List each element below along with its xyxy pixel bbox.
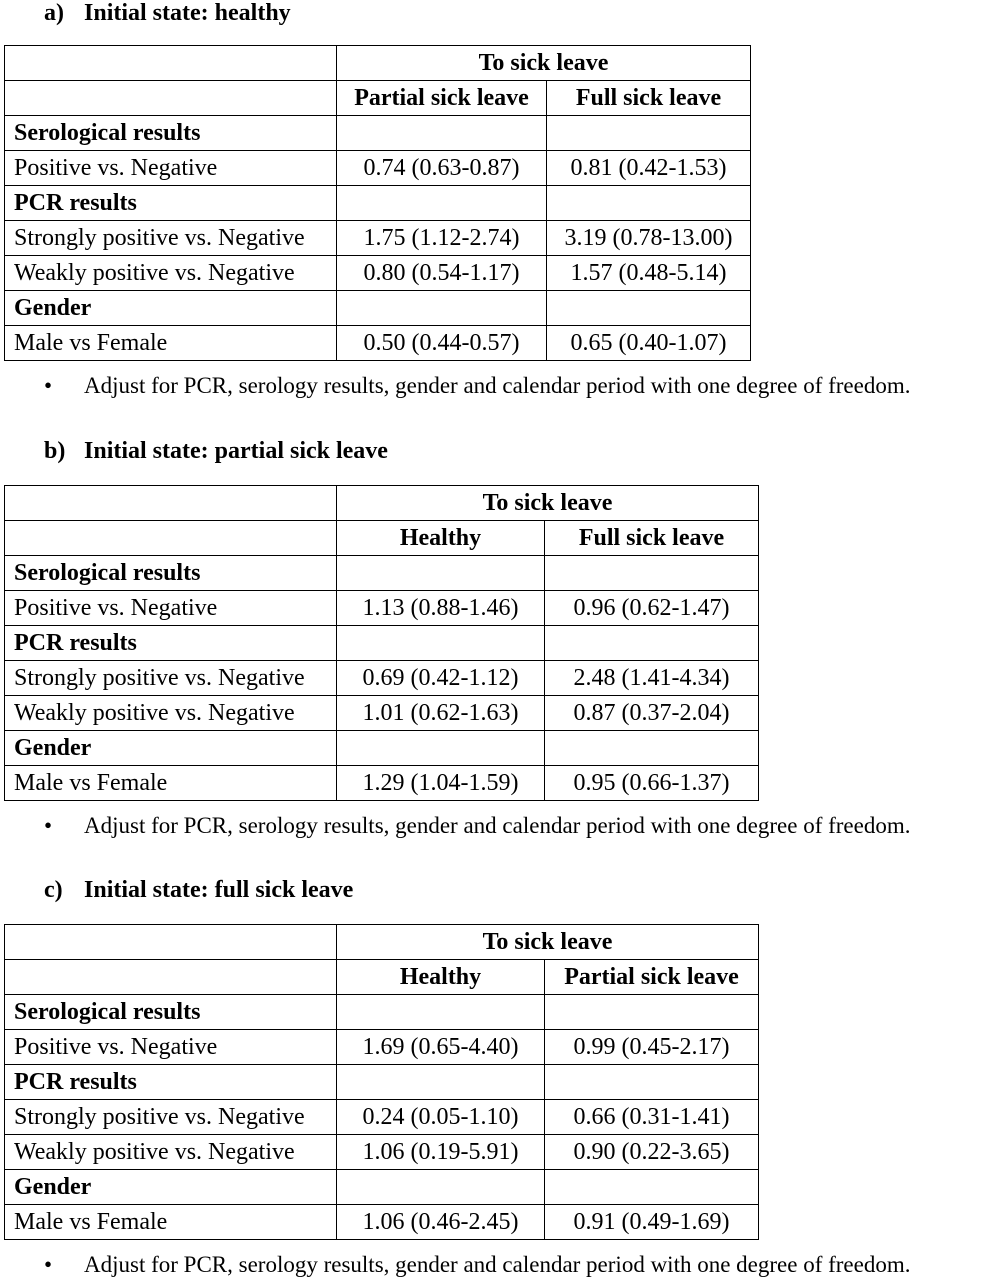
header-row	[5, 960, 759, 995]
row-label: Positive vs. Negative	[5, 591, 337, 626]
value-cell: 0.50 (0.44-0.57)	[337, 326, 547, 361]
table-row	[5, 661, 759, 696]
group-label: PCR results	[5, 1065, 337, 1100]
group-row	[5, 995, 759, 1030]
value-cell: 0.80 (0.54-1.17)	[337, 256, 547, 291]
group-label: Serological results	[5, 556, 337, 591]
group-row	[5, 731, 759, 766]
group-row	[5, 291, 751, 326]
column-header-1: Healthy	[337, 521, 545, 556]
empty-cell	[545, 556, 759, 591]
header-main-cell: To sick leave	[337, 46, 751, 81]
header-blank-cell	[5, 521, 337, 556]
row-label: Male vs Female	[5, 1205, 337, 1240]
empty-cell	[337, 626, 545, 661]
footnote	[44, 373, 910, 399]
empty-cell	[545, 731, 759, 766]
table-row	[5, 766, 759, 801]
empty-cell	[545, 995, 759, 1030]
table-row	[5, 696, 759, 731]
table-row	[5, 151, 751, 186]
footnote	[44, 1252, 910, 1278]
value-cell: 1.69 (0.65-4.40)	[337, 1030, 545, 1065]
empty-cell	[545, 1065, 759, 1100]
row-label: Strongly positive vs. Negative	[5, 1100, 337, 1135]
header-row	[5, 521, 759, 556]
empty-cell	[337, 186, 547, 221]
section-letter: a)	[44, 0, 64, 26]
table-row	[5, 1030, 759, 1065]
value-cell: 1.57 (0.48-5.14)	[547, 256, 751, 291]
row-label: Male vs Female	[5, 326, 337, 361]
value-cell: 0.65 (0.40-1.07)	[547, 326, 751, 361]
row-label: Strongly positive vs. Negative	[5, 221, 337, 256]
group-label: Serological results	[5, 116, 337, 151]
empty-cell	[337, 116, 547, 151]
value-cell: 1.06 (0.46-2.45)	[337, 1205, 545, 1240]
empty-cell	[337, 731, 545, 766]
header-row	[5, 486, 759, 521]
header-main-cell: To sick leave	[337, 925, 759, 960]
value-cell: 3.19 (0.78-13.00)	[547, 221, 751, 256]
value-cell: 1.75 (1.12-2.74)	[337, 221, 547, 256]
value-cell: 1.06 (0.19-5.91)	[337, 1135, 545, 1170]
value-cell: 0.24 (0.05-1.10)	[337, 1100, 545, 1135]
group-row	[5, 626, 759, 661]
table-row	[5, 221, 751, 256]
section-letter: c)	[44, 877, 63, 903]
results-table	[4, 924, 759, 1240]
row-label: Weakly positive vs. Negative	[5, 256, 337, 291]
value-cell: 0.99 (0.45-2.17)	[545, 1030, 759, 1065]
results-table	[4, 45, 751, 361]
section-title-text: Initial state: partial sick leave	[84, 438, 388, 464]
header-blank-cell	[5, 925, 337, 960]
header-row	[5, 46, 751, 81]
section-title	[44, 438, 388, 464]
table-row	[5, 1135, 759, 1170]
column-header-1: Partial sick leave	[337, 81, 547, 116]
group-label: PCR results	[5, 186, 337, 221]
empty-cell	[337, 556, 545, 591]
group-row	[5, 116, 751, 151]
bullet-icon: •	[44, 373, 53, 399]
table-row	[5, 591, 759, 626]
group-row	[5, 1065, 759, 1100]
row-label: Positive vs. Negative	[5, 151, 337, 186]
footnote	[44, 813, 910, 839]
value-cell: 1.29 (1.04-1.59)	[337, 766, 545, 801]
header-blank-cell	[5, 46, 337, 81]
group-row	[5, 186, 751, 221]
empty-cell	[545, 626, 759, 661]
table-row	[5, 1100, 759, 1135]
bullet-icon: •	[44, 1252, 53, 1278]
empty-cell	[337, 291, 547, 326]
section-title-text: Initial state: full sick leave	[84, 877, 354, 903]
value-cell: 0.95 (0.66-1.37)	[545, 766, 759, 801]
empty-cell	[337, 1170, 545, 1205]
column-header-2: Full sick leave	[547, 81, 751, 116]
header-row	[5, 81, 751, 116]
bullet-icon: •	[44, 813, 53, 839]
value-cell: 0.74 (0.63-0.87)	[337, 151, 547, 186]
value-cell: 0.87 (0.37-2.04)	[545, 696, 759, 731]
row-label: Strongly positive vs. Negative	[5, 661, 337, 696]
column-header-2: Full sick leave	[545, 521, 759, 556]
row-label: Positive vs. Negative	[5, 1030, 337, 1065]
group-label: Serological results	[5, 995, 337, 1030]
footnote-text: Adjust for PCR, serology results, gender and calendar period with one degree of freedom.	[84, 813, 911, 839]
table-row	[5, 326, 751, 361]
header-blank-cell	[5, 960, 337, 995]
empty-cell	[547, 186, 751, 221]
value-cell: 0.66 (0.31-1.41)	[545, 1100, 759, 1135]
section-letter: b)	[44, 438, 66, 464]
row-label: Weakly positive vs. Negative	[5, 1135, 337, 1170]
row-label: Male vs Female	[5, 766, 337, 801]
section-title	[44, 0, 291, 26]
header-main-cell: To sick leave	[337, 486, 759, 521]
empty-cell	[545, 1170, 759, 1205]
header-blank-cell	[5, 81, 337, 116]
footnote-text: Adjust for PCR, serology results, gender and calendar period with one degree of freedom.	[84, 373, 911, 399]
table-row	[5, 256, 751, 291]
row-label: Weakly positive vs. Negative	[5, 696, 337, 731]
group-label: Gender	[5, 1170, 337, 1205]
empty-cell	[547, 291, 751, 326]
group-label: Gender	[5, 731, 337, 766]
group-label: PCR results	[5, 626, 337, 661]
value-cell: 1.13 (0.88-1.46)	[337, 591, 545, 626]
value-cell: 0.90 (0.22-3.65)	[545, 1135, 759, 1170]
value-cell: 0.91 (0.49-1.69)	[545, 1205, 759, 1240]
header-row	[5, 925, 759, 960]
empty-cell	[547, 116, 751, 151]
value-cell: 2.48 (1.41-4.34)	[545, 661, 759, 696]
results-table	[4, 485, 759, 801]
group-row	[5, 1170, 759, 1205]
column-header-1: Healthy	[337, 960, 545, 995]
column-header-2: Partial sick leave	[545, 960, 759, 995]
section-title	[44, 877, 353, 903]
footnote-text: Adjust for PCR, serology results, gender and calendar period with one degree of freedom.	[84, 1252, 911, 1278]
group-row	[5, 556, 759, 591]
value-cell: 1.01 (0.62-1.63)	[337, 696, 545, 731]
header-blank-cell	[5, 486, 337, 521]
empty-cell	[337, 1065, 545, 1100]
table-row	[5, 1205, 759, 1240]
value-cell: 0.96 (0.62-1.47)	[545, 591, 759, 626]
value-cell: 0.81 (0.42-1.53)	[547, 151, 751, 186]
section-title-text: Initial state: healthy	[84, 0, 291, 26]
group-label: Gender	[5, 291, 337, 326]
empty-cell	[337, 995, 545, 1030]
value-cell: 0.69 (0.42-1.12)	[337, 661, 545, 696]
